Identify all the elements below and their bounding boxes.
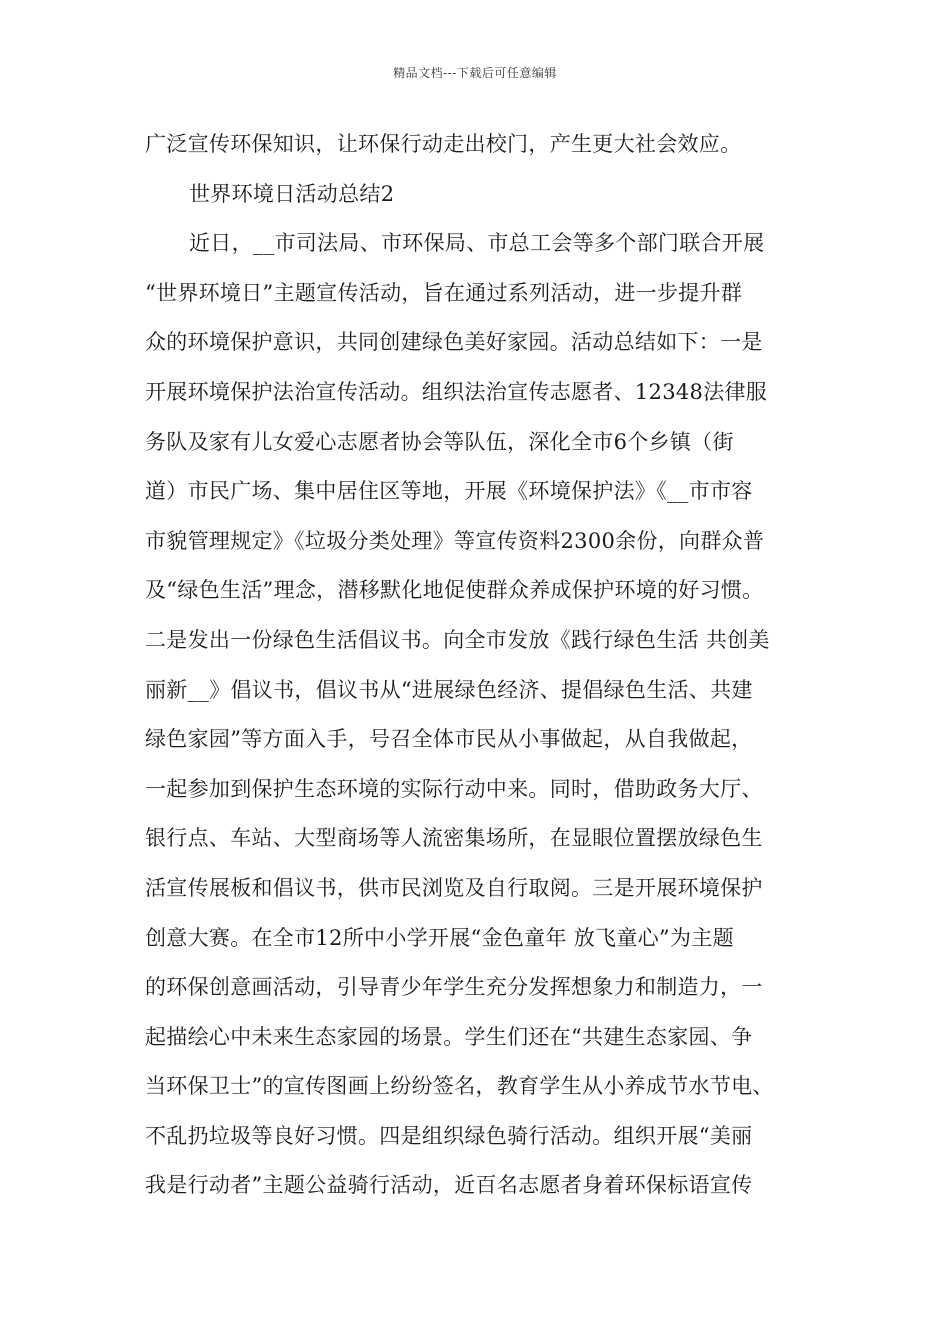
paragraph-line: “世界环境日”主题宣传活动，旨在通过系列活动，进一步提升群 [145,280,743,305]
paragraph-line: 道）市民广场、集中居住区等地，开展《环境保护法》《__市市容 [145,479,753,504]
paragraph-line: 不乱扔垃圾等良好习惯。四是组织绿色骑行活动。组织开展“美丽 [145,1123,753,1148]
paragraph-line: 一起参加到保护生态环境的实际行动中来。同时，借助政务大厅、 [145,776,763,801]
paragraph-line: 绿色家园”等方面入手，号召全体市民从小事做起，从自我做起， [145,727,753,752]
paragraph-line: 当环保卫士”的宣传图画上纷纷签名，教育学生从小养成节水节电、 [145,1074,774,1099]
paragraph-line: 活宣传展板和倡议书，供市民浏览及自行取阅。三是开展环境保护 [145,875,763,900]
document-body [145,120,825,1211]
paragraph-line: 银行点、车站、大型商场等人流密集场所，在显眼位置摆放绿色生 [145,826,763,851]
paragraph-line: 市貌管理规定》《垃圾分类处理》等宣传资料2300余份，向群众普 [145,528,765,553]
section-heading: 世界环境日活动总结2 [189,181,395,206]
paragraph-line: 起描绘心中未来生态家园的场景。学生们还在“共建生态家园、争 [145,1024,753,1049]
paragraph-line: 的环保创意画活动，引导青少年学生充分发挥想象力和制造力，一 [145,975,763,1000]
paragraph-line: 创意大赛。在全市12所中小学开展“金色童年 放飞童心”为主题 [145,925,734,950]
paragraph-line: 开展环境保护法治宣传活动。组织法治宣传志愿者、12348法律服 [145,379,768,404]
paragraph-line: 我是行动者”主题公益骑行活动，近百名志愿者身着环保标语宣传 [145,1173,753,1198]
paragraph-line: 丽新__》倡议书，倡议书从“进展绿色经济、提倡绿色生活、共建 [145,677,753,702]
paragraph-line: 近日，__市司法局、市环保局、市总工会等多个部门联合开展 [189,231,765,256]
paragraph-line: 广泛宣传环保知识，让环保行动走出校门，产生更大社会效应。 [145,132,742,156]
paragraph-line: 及“绿色生活”理念，潜移默化地促使群众养成保护环境的好习惯。 [145,578,764,603]
paragraph-line: 务队及家有儿女爱心志愿者协会等队伍，深化全市6个乡镇（街 [145,429,734,454]
paragraph-line: 众的环境保护意识，共同创建绿色美好家园。活动总结如下：一是 [145,330,763,355]
page-header: 精品文档---下载后可任意编辑 [393,66,557,80]
paragraph-line: 二是发出一份绿色生活倡议书。向全市发放《践行绿色生活 共创美 [145,627,770,652]
